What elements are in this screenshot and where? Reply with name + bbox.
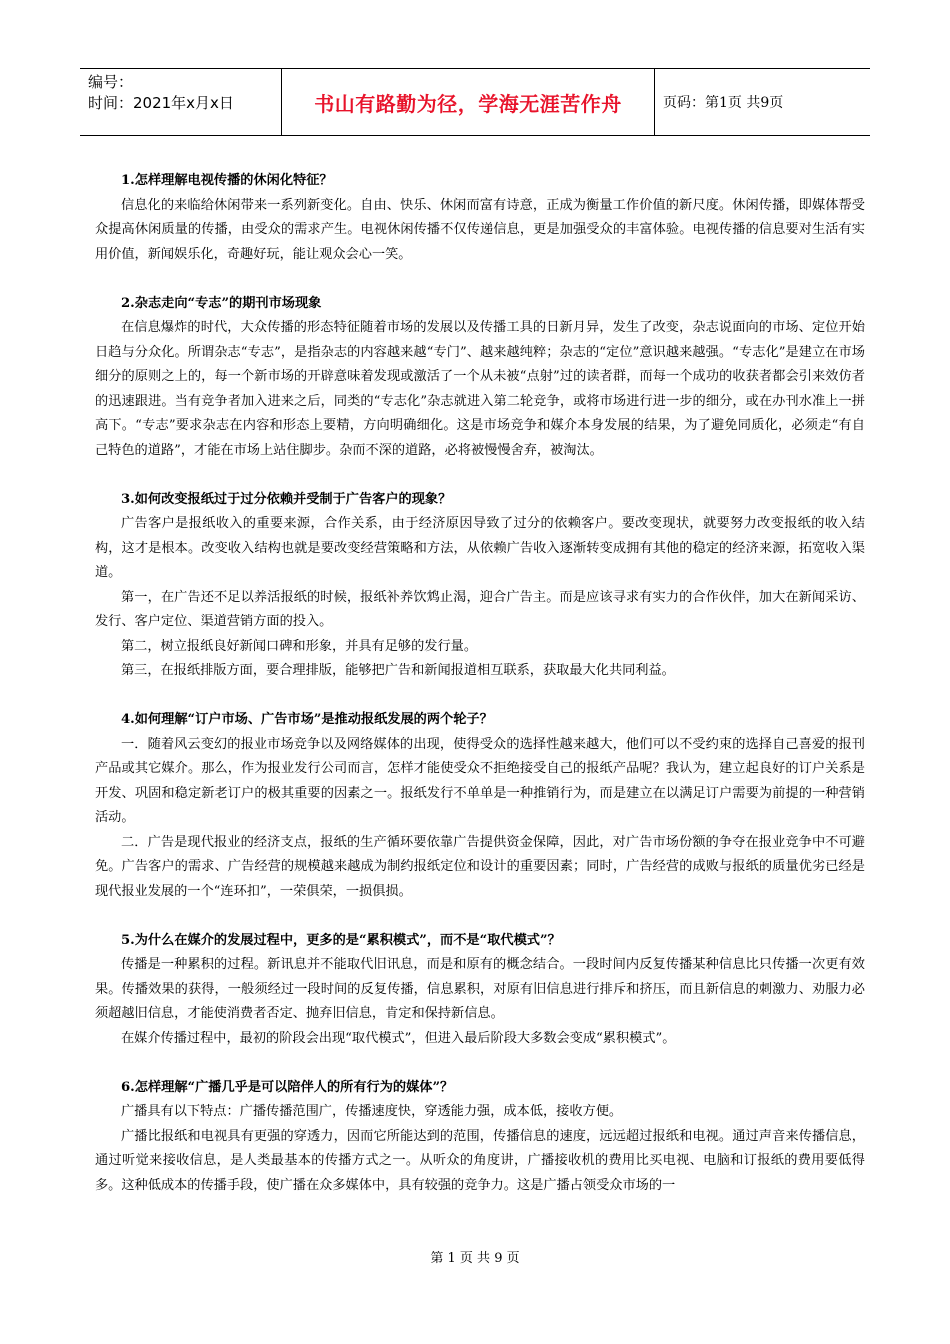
qa-section <box>95 169 865 267</box>
document-body <box>95 169 865 1223</box>
answer-paragraph: 信息化的来临给休闲带来一系列新变化。自由、快乐、休闲而富有诗意，正成为衡量工作价值的新尺度。休闲传播，即媒体帮受众提高休闲质量的传播，由受众的需求产生。电视休闲传播不仅传递信息，更是加强受众的丰富体验。电视传播的信息要对生活有实用价值，新闻娱乐化，奇趣好玩，能让观众会心一笑。 <box>95 197 865 262</box>
qa-section <box>95 929 865 1052</box>
answer-paragraph: 广播具有以下特点：广播传播范围广，传播速度快，穿透能力强，成本低，接收方便。 <box>121 1104 623 1119</box>
question-heading: 2.杂志走向“专志”的期刊市场现象 <box>121 295 322 311</box>
page-header <box>80 68 870 136</box>
question-heading: 5.为什么在媒介的发展过程中，更多的是“累积模式”，而不是“取代模式”？ <box>121 932 561 948</box>
qa-section <box>95 708 865 904</box>
answer-paragraph: 第一，在广告还不足以养活报纸的时候，报纸补养饮鸩止渴，迎合广告主。而是应该寻求有实力的合作伙伴，加大在新闻采访、发行、客户定位、渠道营销方面的投入。 <box>95 589 865 629</box>
qa-section <box>95 292 865 464</box>
header-page-label: 页码：第1页 共9页 <box>663 95 784 111</box>
answer-paragraph: 在媒介传播过程中，最初的阶段会出现“取代模式”，但进入最后阶段大多数会变成“累积模式”。 <box>121 1030 676 1046</box>
question-heading: 6.怎样理解“广播几乎是可以陪伴人的所有行为的媒体”？ <box>121 1079 454 1095</box>
answer-paragraph: 一．随着风云变幻的报业市场竞争以及网络媒体的出现，使得受众的选择性越来越大，他们可以不受约束的选择自己喜爱的报刊产品或其它媒介。那么，作为报业发行公司而言，怎样才能使受众不拒绝接受自己的报纸产品呢？我认为，建立起良好的订户关系是开发、巩固和稳定新老订户的极其重要的因素之一。报纸发行不单单是一种推销行为，而是建立在以满足订户需要为前提的一种营销活动。 <box>95 736 865 825</box>
header-meta <box>80 69 282 135</box>
answer-paragraph: 二．广告是现代报业的经济支点，报纸的生产循环要依靠广告提供资金保障，因此，对广告市场份额的争夺在报业竞争中不可避免。广告客户的需求、广告经营的规模越来越成为制约报纸定位和设计的重要因素；同时，广告经营的成败与报纸的质量优劣已经是现代报业发展的一个“连环扣”，一荣俱荣，一损俱损。 <box>95 834 865 899</box>
question-heading: 1.怎样理解电视传播的休闲化特征？ <box>121 173 333 188</box>
qa-section <box>95 488 865 684</box>
page-footer: 第 1 页 共 9 页 <box>430 1251 520 1266</box>
answer-paragraph: 第三，在报纸排版方面，要合理排版，能够把广告和新闻报道相互联系，获取最大化共同利益。 <box>121 663 675 678</box>
answer-paragraph: 第二，树立报纸良好新闻口碑和形象，并具有足够的发行量。 <box>121 638 478 654</box>
answer-paragraph: 广告客户是报纸收入的重要来源，合作关系，由于经济原因导致了过分的依赖客户。要改变现状，就要努力改变报纸的收入结构，这才是根本。改变收入结构也就是要改变经营策略和方法，从依赖广告收入逐渐转变成拥有其他的稳定的经济来源，拓宽收入渠道。 <box>95 516 865 580</box>
header-motto: 书山有路勤为径，学海无涯苦作舟 <box>282 69 655 135</box>
answer-paragraph: 传播是一种累积的过程。新讯息并不能取代旧讯息，而是和原有的概念结合。一段时间内反复传播某种信息比只传播一次更有效果。传播效果的获得，一般须经过一段时间的反复传播，信息累积，对原有旧信息进行排斥和挤压，而且新信息的刺激力、劝服力必须超越旧信息，才能使消费者否定、抛弃旧信息，肯定和保持新信息。 <box>95 957 865 1021</box>
qa-section <box>95 1076 865 1199</box>
question-heading: 4.如何理解“订户市场、广告市场”是推动报纸发展的两个轮子？ <box>121 712 493 727</box>
answer-paragraph: 广播比报纸和电视具有更强的穿透力，因而它所能达到的范围，传播信息的速度，远远超过报纸和电视。通过声音来传播信息，通过听觉来接收信息，是人类最基本的传播方式之一。从听众的角度讲，广播接收机的费用比买电视、电脑和订报纸的费用要低得多。这种低成本的传播手段，使广播在众多媒体中，具有较强的竞争力。这是广播占领受众市场的一 <box>95 1128 865 1193</box>
document-time-label: 时间：2021年x月x日 <box>88 94 234 112</box>
answer-paragraph: 在信息爆炸的时代，大众传播的形态特征随着市场的发展以及传播工具的日新月异，发生了改变，杂志说面向的市场、定位开始日趋与分众化。所谓杂志“专志”，是指杂志的内容越来越“专门”、越来越纯粹；杂志的“定位”意识越来越强。“专志化”是建立在市场细分的原则之上的，每一个新市场的开辟意味着发现或激活了一个从未被“点射”过的读者群，而每一个成功的收获者都会引来效仿者的迅速跟进。当有竞争者加入进来之后，同类的“专志化”杂志就进入第二轮竞争，或将市场进行进一步的细分，或在办刊水准上一拼高下。“专志”要求杂志在内容和形态上要精，方向明确细化。这是市场竞争和媒介本身发展的结果，为了避免同质化，必须走“有自己特色的道路”，才能在市场上站住脚步。杂而不深的道路，必将被慢慢舍弃，被淘汰。 <box>95 320 865 458</box>
document-number-label: 编号： <box>88 73 134 91</box>
question-heading: 3.如何改变报纸过于过分依赖并受制于广告客户的现象？ <box>121 491 452 507</box>
